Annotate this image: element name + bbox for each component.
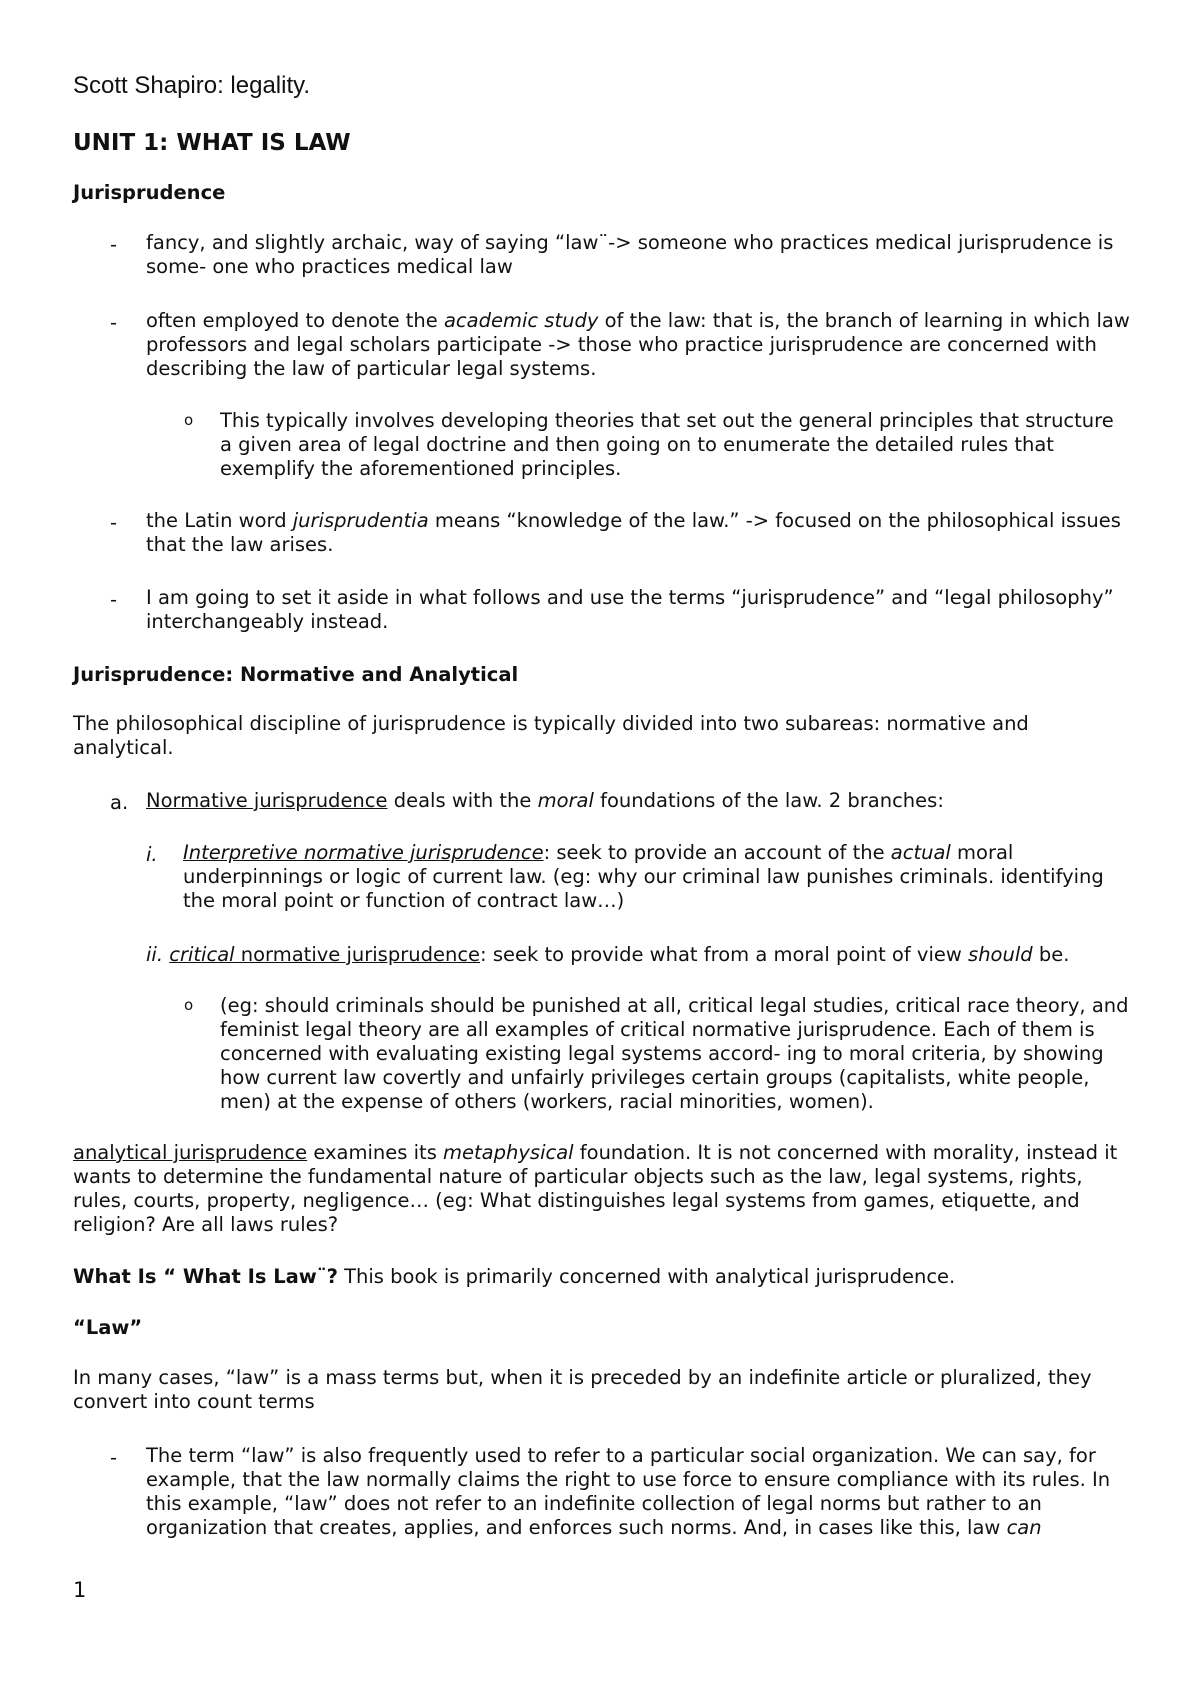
section-heading-law: “Law” bbox=[73, 1316, 143, 1339]
page-number: 1 bbox=[73, 1578, 87, 1602]
dash-bullet: - bbox=[110, 1446, 118, 1469]
section-heading-normative-analytical: Jurisprudence: Normative and Analytical bbox=[73, 663, 519, 686]
dash-bullet: - bbox=[110, 511, 118, 534]
sub-bullet-text: (eg: should criminals should be punished at all, critical legal studies, critical race theory, and feminist legal theory are all examples of critical normative jurisprudence. Each of them is concerned with evaluating existing legal systems accord- ing to moral criteria, by showing how current law covertly and unfairly privileges certain groups (capitalists, white people, men) at the expense of others (workers, racial minorities, women). bbox=[220, 994, 1129, 1113]
paragraph: In many cases, “law” is a mass terms but, when it is preceded by an indefinite article or pluralized, they convert into count terms bbox=[73, 1366, 1092, 1413]
document-title: Scott Shapiro: legality. bbox=[73, 72, 311, 99]
circle-bullet: o bbox=[184, 411, 194, 429]
sub-bullet-text: This typically involves developing theories that set out the general principles that structure a given area of legal doctrine and then going on to enumerate the detailed rules that exemplify the aforementioned principles. bbox=[220, 409, 1114, 480]
paragraph-analytical: analytical jurisprudence examines its metaphysical foundation. It is not concerned with morality, instead it wants to determine the fundamental nature of particular objects such as the law, legal systems, rights, rules, courts, property, negligence… (eg: What distinguishes legal systems from games, etiquette, and religion? Are all laws rules? bbox=[73, 1141, 1118, 1236]
list-marker-a: a. bbox=[110, 791, 129, 814]
circle-bullet: o bbox=[184, 996, 194, 1014]
bullet-text: often employed to denote the academic study of the law: that is, the branch of learning in which law professors and legal scholars participate -> those who practice jurisprudence are concerned with describing the law of particular legal systems. bbox=[146, 309, 1130, 380]
dash-bullet: - bbox=[110, 311, 118, 334]
list-item-normative: Normative jurisprudence deals with the moral foundations of the law. 2 branches: bbox=[146, 789, 944, 812]
paragraph-what-is-law: What Is “ What Is Law¨? This book is primarily concerned with analytical jurisprudence. bbox=[73, 1265, 956, 1288]
list-item-critical: ii. critical normative jurisprudence: seek to provide what from a moral point of view should be. bbox=[146, 943, 1070, 966]
section-heading-jurisprudence: Jurisprudence bbox=[73, 181, 226, 204]
list-marker-i: i. bbox=[146, 843, 158, 866]
paragraph: The philosophical discipline of jurisprudence is typically divided into two subareas: normative and analytical. bbox=[73, 712, 1029, 759]
bullet-text: fancy, and slightly archaic, way of saying “law¨-> someone who practices medical jurisprudence is some- one who practices medical law bbox=[146, 231, 1114, 278]
bullet-text: I am going to set it aside in what follows and use the terms “jurisprudence” and “legal philosophy” interchangeably instead. bbox=[146, 586, 1114, 633]
bullet-text: the Latin word jurisprudentia means “knowledge of the law.” -> focused on the philosophical issues that the law arises. bbox=[146, 509, 1121, 556]
unit-heading: UNIT 1: WHAT IS LAW bbox=[73, 130, 351, 156]
bullet-text: The term “law” is also frequently used to refer to a particular social organization. We can say, for example, that the law normally claims the right to use force to ensure compliance with its rules. In this example, “law” does not refer to an indefinite collection of legal norms but rather to an organization that creates, applies, and enforces such norms. And, in cases like this, law can bbox=[146, 1444, 1111, 1539]
list-item-interpretive: Interpretive normative jurisprudence: seek to provide an account of the actual moral underpinnings or logic of current law. (eg: why our criminal law punishes criminals. identifying the moral point or function of contract law…) bbox=[183, 841, 1104, 912]
dash-bullet: - bbox=[110, 588, 118, 611]
dash-bullet: - bbox=[110, 233, 118, 256]
